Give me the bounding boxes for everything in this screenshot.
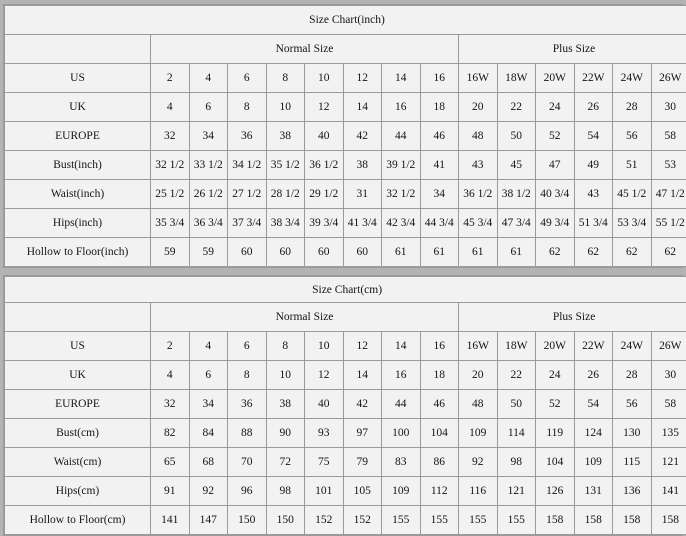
cell: 28 1/2: [266, 180, 305, 209]
cell: 35 1/2: [266, 151, 305, 180]
cell: 45 1/2: [613, 180, 652, 209]
cell: 26W: [651, 332, 686, 361]
row-label-waist: Waist(inch): [5, 180, 151, 209]
cell: 60: [228, 238, 267, 267]
table-row: [5, 506, 686, 535]
cell: 109: [459, 419, 498, 448]
cell: 26 1/2: [189, 180, 228, 209]
cell: 58: [651, 122, 686, 151]
cell: 39 1/2: [382, 151, 421, 180]
group-header-normal: Normal Size: [151, 35, 459, 64]
cell: 155: [459, 506, 498, 535]
cell: 6: [189, 361, 228, 390]
cell: 30: [651, 361, 686, 390]
cell: 53 3/4: [613, 209, 652, 238]
cell: 44 3/4: [420, 209, 459, 238]
cell: 24W: [613, 332, 652, 361]
table-row: [5, 332, 686, 361]
chart-title-row: [5, 6, 686, 35]
cell: 47 3/4: [497, 209, 536, 238]
cell: 68: [189, 448, 228, 477]
row-label-us: US: [5, 64, 151, 93]
cell: 36: [228, 390, 267, 419]
chart-title-row: [5, 277, 686, 303]
cell: 18W: [497, 332, 536, 361]
cell: 130: [613, 419, 652, 448]
cell: 6: [228, 64, 267, 93]
cell: 28: [613, 361, 652, 390]
cell: 60: [343, 238, 382, 267]
cell: 84: [189, 419, 228, 448]
cell: 30: [651, 93, 686, 122]
cell: 52: [536, 122, 575, 151]
cell: 4: [151, 93, 190, 122]
cell: 2: [151, 332, 190, 361]
cell: 158: [574, 506, 613, 535]
cell: 38: [343, 151, 382, 180]
size-chart-inch-table: [4, 5, 686, 267]
cell: 62: [536, 238, 575, 267]
cell: 49: [574, 151, 613, 180]
cell: 4: [189, 64, 228, 93]
cell: 131: [574, 477, 613, 506]
row-label-hollow-to-floor: Hollow to Floor(inch): [5, 238, 151, 267]
chart-title: Size Chart(cm): [5, 277, 686, 303]
cell: 20W: [536, 64, 575, 93]
cell: 42: [343, 390, 382, 419]
cell: 14: [343, 93, 382, 122]
cell: 4: [189, 332, 228, 361]
cell: 26: [574, 361, 613, 390]
cell: 141: [151, 506, 190, 535]
cell: 10: [266, 361, 305, 390]
table-row: [5, 209, 686, 238]
cell: 36 1/2: [305, 151, 344, 180]
cell: 116: [459, 477, 498, 506]
cell: 41: [420, 151, 459, 180]
cell: 22: [497, 93, 536, 122]
table-row: [5, 477, 686, 506]
cell: 158: [536, 506, 575, 535]
cell: 22W: [574, 64, 613, 93]
cell: 65: [151, 448, 190, 477]
cell: 14: [382, 64, 421, 93]
cell: 60: [266, 238, 305, 267]
row-label-us: US: [5, 332, 151, 361]
chart-title: Size Chart(inch): [5, 6, 686, 35]
cell: 16W: [459, 64, 498, 93]
cell: 12: [343, 64, 382, 93]
table-row: [5, 151, 686, 180]
cell: 121: [497, 477, 536, 506]
cell: 55 1/2: [651, 209, 686, 238]
cell: 32: [151, 122, 190, 151]
cell: 92: [459, 448, 498, 477]
cell: 50: [497, 390, 536, 419]
size-chart-cm-table: [4, 276, 686, 535]
cell: 51 3/4: [574, 209, 613, 238]
cell: 61: [459, 238, 498, 267]
cell: 35 3/4: [151, 209, 190, 238]
cell: 38 1/2: [497, 180, 536, 209]
row-label-waist: Waist(cm): [5, 448, 151, 477]
cell: 79: [343, 448, 382, 477]
cell: 10: [305, 64, 344, 93]
cell: 119: [536, 419, 575, 448]
cell: 22W: [574, 332, 613, 361]
cell: 56: [613, 122, 652, 151]
cell: 32 1/2: [382, 180, 421, 209]
cell: 70: [228, 448, 267, 477]
size-chart-inch: [3, 4, 683, 268]
cell: 41 3/4: [343, 209, 382, 238]
cell: 26W: [651, 64, 686, 93]
cell: 60: [305, 238, 344, 267]
cell: 54: [574, 122, 613, 151]
cell: 16W: [459, 332, 498, 361]
cell: 43: [574, 180, 613, 209]
chart-group-row: [5, 303, 686, 332]
cell: 16: [420, 64, 459, 93]
cell: 2: [151, 64, 190, 93]
cell: 46: [420, 390, 459, 419]
row-label-hips: Hips(cm): [5, 477, 151, 506]
cell: 49 3/4: [536, 209, 575, 238]
cell: 37 3/4: [228, 209, 267, 238]
cell: 6: [189, 93, 228, 122]
table-row: [5, 238, 686, 267]
cell: 40: [305, 122, 344, 151]
group-header-plus: Plus Size: [459, 35, 686, 64]
cell: 34: [420, 180, 459, 209]
cell: 152: [305, 506, 344, 535]
cell: 92: [189, 477, 228, 506]
cell: 12: [305, 361, 344, 390]
cell: 20: [459, 93, 498, 122]
cell: 48: [459, 122, 498, 151]
cell: 39 3/4: [305, 209, 344, 238]
cell: 98: [266, 477, 305, 506]
cell: 18W: [497, 64, 536, 93]
row-label-hips: Hips(inch): [5, 209, 151, 238]
cell: 91: [151, 477, 190, 506]
cell: 56: [613, 390, 652, 419]
cell: 34 1/2: [228, 151, 267, 180]
cell: 51: [613, 151, 652, 180]
cell: 34: [189, 122, 228, 151]
size-chart-cm: [3, 275, 683, 536]
cell: 26: [574, 93, 613, 122]
cell: 61: [497, 238, 536, 267]
corner-cell: [5, 303, 151, 332]
cell: 38: [266, 390, 305, 419]
cell: 100: [382, 419, 421, 448]
cell: 109: [382, 477, 421, 506]
cell: 31: [343, 180, 382, 209]
cell: 98: [497, 448, 536, 477]
cell: 36: [228, 122, 267, 151]
cell: 8: [228, 361, 267, 390]
table-row: [5, 448, 686, 477]
cell: 40: [305, 390, 344, 419]
cell: 150: [228, 506, 267, 535]
cell: 36 1/2: [459, 180, 498, 209]
cell: 126: [536, 477, 575, 506]
cell: 58: [651, 390, 686, 419]
cell: 6: [228, 332, 267, 361]
cell: 104: [420, 419, 459, 448]
cell: 44: [382, 122, 421, 151]
cell: 12: [343, 332, 382, 361]
cell: 54: [574, 390, 613, 419]
cell: 14: [382, 332, 421, 361]
cell: 135: [651, 419, 686, 448]
cell: 18: [420, 93, 459, 122]
cell: 93: [305, 419, 344, 448]
cell: 158: [651, 506, 686, 535]
cell: 61: [382, 238, 421, 267]
cell: 97: [343, 419, 382, 448]
cell: 62: [651, 238, 686, 267]
cell: 20: [459, 361, 498, 390]
row-label-bust: Bust(inch): [5, 151, 151, 180]
cell: 33 1/2: [189, 151, 228, 180]
table-row: [5, 419, 686, 448]
cell: 52: [536, 390, 575, 419]
cell: 38 3/4: [266, 209, 305, 238]
cell: 75: [305, 448, 344, 477]
cell: 16: [382, 93, 421, 122]
cell: 14: [343, 361, 382, 390]
cell: 16: [382, 361, 421, 390]
cell: 150: [266, 506, 305, 535]
cell: 62: [613, 238, 652, 267]
cell: 8: [266, 332, 305, 361]
table-row: [5, 390, 686, 419]
cell: 18: [420, 361, 459, 390]
cell: 40 3/4: [536, 180, 575, 209]
cell: 27 1/2: [228, 180, 267, 209]
cell: 46: [420, 122, 459, 151]
cell: 136: [613, 477, 652, 506]
cell: 62: [574, 238, 613, 267]
cell: 152: [343, 506, 382, 535]
cell: 34: [189, 390, 228, 419]
table-row: [5, 361, 686, 390]
cell: 36 3/4: [189, 209, 228, 238]
cell: 22: [497, 361, 536, 390]
cell: 112: [420, 477, 459, 506]
cell: 155: [497, 506, 536, 535]
cell: 115: [613, 448, 652, 477]
cell: 88: [228, 419, 267, 448]
cell: 16: [420, 332, 459, 361]
cell: 10: [266, 93, 305, 122]
cell: 124: [574, 419, 613, 448]
cell: 24: [536, 93, 575, 122]
cell: 45 3/4: [459, 209, 498, 238]
cell: 158: [613, 506, 652, 535]
cell: 8: [228, 93, 267, 122]
cell: 48: [459, 390, 498, 419]
row-label-uk: UK: [5, 361, 151, 390]
row-label-europe: EUROPE: [5, 122, 151, 151]
cell: 155: [382, 506, 421, 535]
cell: 45: [497, 151, 536, 180]
cell: 38: [266, 122, 305, 151]
table-row: [5, 64, 686, 93]
cell: 4: [151, 361, 190, 390]
cell: 114: [497, 419, 536, 448]
corner-cell: [5, 35, 151, 64]
cell: 42 3/4: [382, 209, 421, 238]
cell: 53: [651, 151, 686, 180]
row-label-europe: EUROPE: [5, 390, 151, 419]
chart-group-row: [5, 35, 686, 64]
cell: 82: [151, 419, 190, 448]
cell: 61: [420, 238, 459, 267]
cell: 43: [459, 151, 498, 180]
cell: 12: [305, 93, 344, 122]
cell: 59: [189, 238, 228, 267]
table-row: [5, 93, 686, 122]
cell: 59: [151, 238, 190, 267]
cell: 121: [651, 448, 686, 477]
cell: 24: [536, 361, 575, 390]
cell: 28: [613, 93, 652, 122]
cell: 50: [497, 122, 536, 151]
cell: 155: [420, 506, 459, 535]
cell: 109: [574, 448, 613, 477]
cell: 72: [266, 448, 305, 477]
cell: 44: [382, 390, 421, 419]
group-header-plus: Plus Size: [459, 303, 686, 332]
cell: 20W: [536, 332, 575, 361]
cell: 96: [228, 477, 267, 506]
row-label-uk: UK: [5, 93, 151, 122]
row-label-bust: Bust(cm): [5, 419, 151, 448]
table-row: [5, 180, 686, 209]
cell: 90: [266, 419, 305, 448]
cell: 141: [651, 477, 686, 506]
cell: 25 1/2: [151, 180, 190, 209]
cell: 101: [305, 477, 344, 506]
cell: 42: [343, 122, 382, 151]
row-label-hollow-to-floor: Hollow to Floor(cm): [5, 506, 151, 535]
table-row: [5, 122, 686, 151]
cell: 8: [266, 64, 305, 93]
cell: 32 1/2: [151, 151, 190, 180]
cell: 47: [536, 151, 575, 180]
cell: 47 1/2: [651, 180, 686, 209]
cell: 83: [382, 448, 421, 477]
cell: 147: [189, 506, 228, 535]
cell: 86: [420, 448, 459, 477]
cell: 104: [536, 448, 575, 477]
cell: 24W: [613, 64, 652, 93]
group-header-normal: Normal Size: [151, 303, 459, 332]
cell: 32: [151, 390, 190, 419]
cell: 10: [305, 332, 344, 361]
cell: 105: [343, 477, 382, 506]
cell: 29 1/2: [305, 180, 344, 209]
